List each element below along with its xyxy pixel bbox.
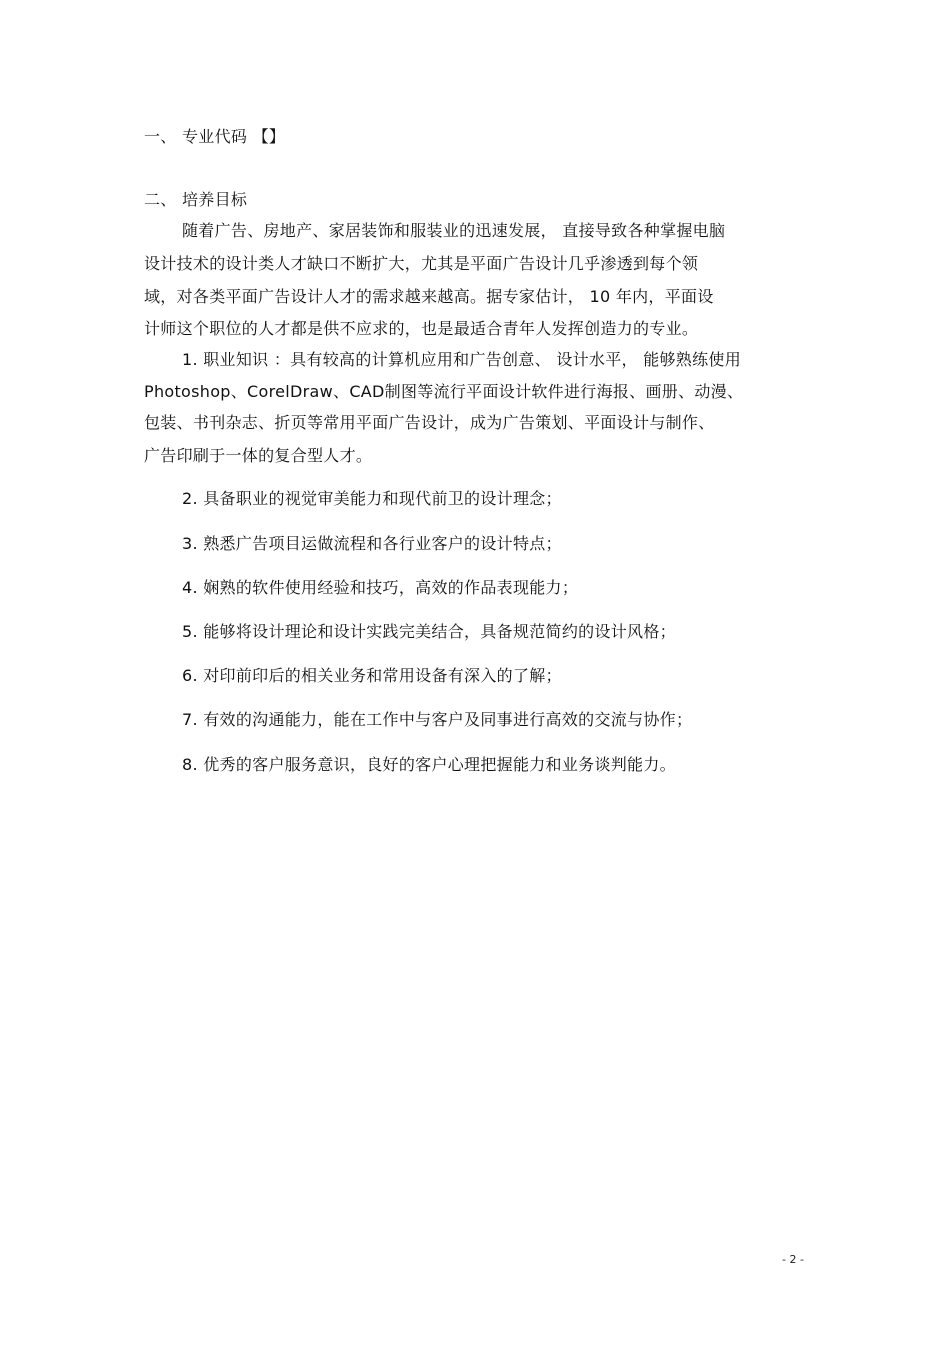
intro-line-3: 域，对各类平面广告设计人才的需求越来越高。据专家估计， 10 年内，平面设 xyxy=(144,287,714,306)
list-item-4: 4. 娴熟的软件使用经验和技巧，高效的作品表现能力； xyxy=(182,578,579,597)
list-item-6: 6. 对印前印后的相关业务和常用设备有深入的了解； xyxy=(182,666,562,685)
list-item-2: 2. 具备职业的视觉审美能力和现代前卫的设计理念； xyxy=(182,489,562,508)
list-item-1-line-3: 包装、书刊杂志、折页等常用平面广告设计，成为广告策划、平面设计与制作、 xyxy=(144,413,715,432)
list-item-1-line-1: 1. 职业知识 ：具有较高的计算机应用和广告创意、 设计水平， 能够熟练使用 xyxy=(182,350,742,369)
list-item-8: 8. 优秀的客户服务意识，良好的客户心理把握能力和业务谈判能力。 xyxy=(182,755,676,774)
list-item-1-line-4: 广告印刷于一体的复合型人才。 xyxy=(144,446,373,465)
section-heading-major-code: 一、 专业代码 【】 xyxy=(144,127,286,146)
list-item-1-line-2: Photoshop、CorelDraw、CAD制图等流行平面设计软件进行海报、画册、动漫、 xyxy=(144,382,744,401)
list-item-3: 3. 熟悉广告项目运做流程和各行业客户的设计特点； xyxy=(182,534,562,553)
section-heading-training-goal: 二、 培养目标 xyxy=(144,190,248,209)
intro-line-4: 计师这个职位的人才都是供不应求的，也是最适合青年人发挥创造力的专业。 xyxy=(144,319,699,338)
intro-line-1: 随着广告、房地产、家居装饰和服装业的迅速发展， 直接导致各种掌握电脑 xyxy=(182,221,726,240)
list-item-5: 5. 能够将设计理论和设计实践完美结合，具备规范简约的设计风格； xyxy=(182,622,676,641)
intro-line-2: 设计技术的设计类人才缺口不断扩大，尤其是平面广告设计几乎渗透到每个领 xyxy=(144,254,699,273)
list-item-7: 7. 有效的沟通能力，能在工作中与客户及同事进行高效的交流与协作； xyxy=(182,710,693,729)
page-number: - 2 - xyxy=(782,1253,804,1266)
